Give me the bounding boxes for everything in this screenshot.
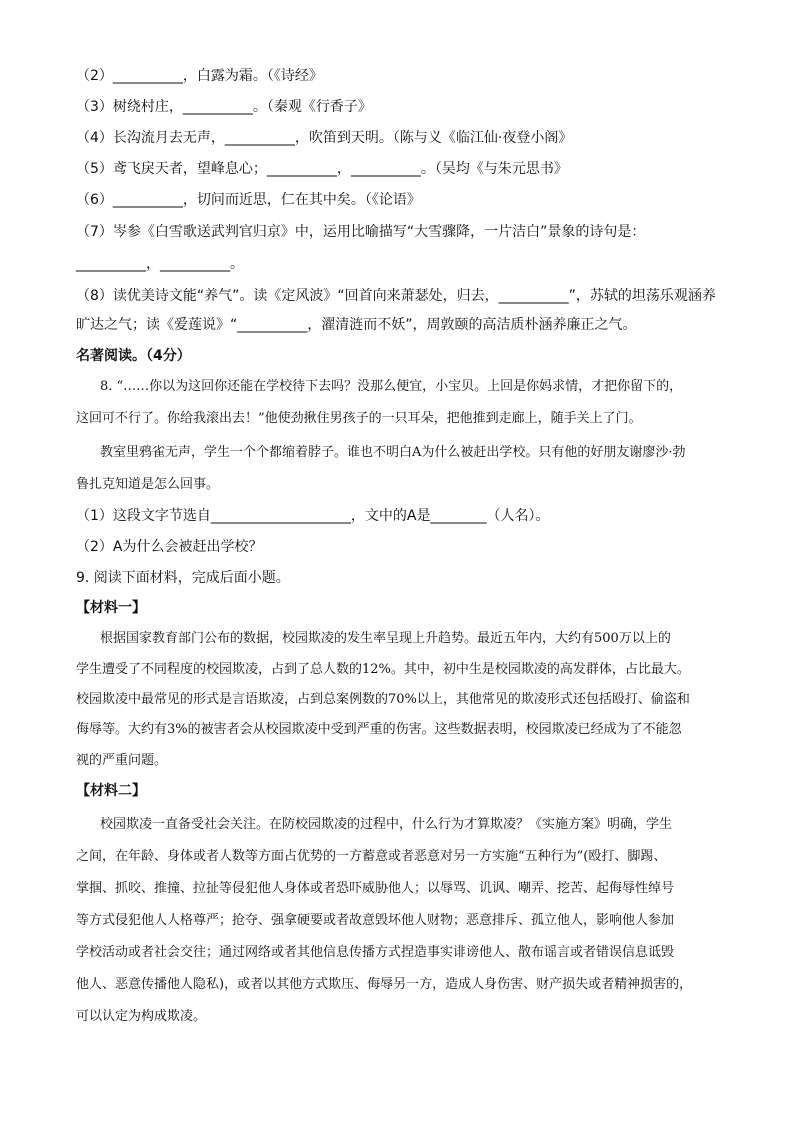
q9-intro: 9. 阅读下面材料，完成后面小题。 [76, 570, 290, 586]
q8-passage-line: 鲁扎克知道是怎么回事。 [76, 477, 220, 492]
material2-line: 等方式侵犯他人人格尊严；抢夺、强拿硬要或者故意毁坏他人财物；恶意排斥、孤立他人，影响他人参加 [76, 913, 675, 928]
poetry-item-6: （6）__________，切问而近思，仁在其中矣。（《论语》 [76, 192, 421, 208]
material2-line: 校园欺凌一直备受社会关注。在防校园欺凌的过程中，什么行为才算欺凌？《实施方案》明确，学生 [100, 817, 673, 832]
poetry-item-3: （3）树绕村庄，__________。（秦观《行香子》 [76, 99, 372, 115]
material1-title: 【材料一】 [76, 600, 146, 616]
material1-line: 视的严重问题。 [76, 753, 168, 768]
q8-passage-line: 教室里鸦雀无声，学生一个个都缩着脖子。谁也不明白A为什么被赶出学校。只有他的好朋友谢廖沙·勃 [100, 445, 686, 460]
material1-line: 根据国家教育部门公布的数据，校园欺凌的发生率呈现上升趋势。最近五年内，大约有500万以上的 [100, 631, 671, 646]
material2-line: 他人、恶意传播他人隐私)，或者以其他方式欺压、侮辱另一方，造成人身伤害、财产损失或者精神损害的， [76, 977, 693, 992]
poetry-item-7: （7）岑参《白雪歌送武判官归京》中，运用比喻描写“大雪骤降，一片洁白”景象的诗句是： [76, 224, 646, 240]
poetry-item-4: （4）长沟流月去无声，__________，吹笛到天明。（陈与义《临江仙·夜登小阁》 [76, 130, 573, 146]
q8-sub1: （1）这段文字节选自____________________，文中的A是________（人名）。 [76, 508, 550, 524]
material2-line: 之间，在年龄、身体或者人数等方面占优势的一方蓄意或者恶意对另一方实施“五种行为”(殴打、脚踢、 [76, 849, 667, 864]
q8-sub2: （2）A为什么会被赶出学校？ [76, 539, 263, 555]
poetry-item-7-blanks: __________，__________。 [76, 256, 244, 272]
poetry-item-8: （8）读优美诗文能“养气”。读《定风波》“回首向来萧瑟处，归去，__________”，苏轼的坦荡乐观涵养 [76, 288, 716, 304]
material1-line: 学生遭受了不同程度的校园欺凌，占到了总人数的12%。其中，初中生是校园欺凌的高发群体，占比最大。 [76, 662, 690, 677]
material2-title: 【材料二】 [76, 783, 146, 799]
q8-passage-line: 8. “……你以为这回你还能在学校待下去吗？没那么便宜，小宝贝。上回是你妈求情，才把你留下的， [100, 379, 683, 394]
poetry-item-5: （5）鸢飞戾天者，望峰息心；__________，__________。（吴均《与朱元思书》 [76, 161, 568, 177]
material2-line: 掌掴、抓咬、推撞、拉扯等侵犯他人身体或者恐吓威胁他人；以辱骂、讥讽、嘲弄、挖苦、起侮辱性绰号 [76, 881, 675, 896]
material2-line: 可以认定为构成欺凌。 [76, 1009, 207, 1024]
material1-line: 校园欺凌中最常见的形式是言语欺凌，占到总案例数的70%以上，其他常见的欺凌形式还包括殴打、偷盗和 [76, 692, 690, 707]
section-heading: 名著阅读。（4分） [76, 348, 191, 364]
material1-line: 侮辱等。大约有3%的被害者会从校园欺凌中受到严重的伤害。这些数据表明，校园欺凌已经成为了不能忽 [76, 722, 682, 737]
poetry-item-2: （2）__________，白露为霜。（《诗经》 [76, 68, 323, 84]
material2-line: 学校活动或者社会交往；通过网络或者其他信息传播方式捏造事实诽谤他人、散布谣言或者错误信息诋毁 [76, 945, 675, 960]
q8-passage-line: 这回可不行了。你给我滚出去！”他使劲揪住男孩子的一只耳朵，把他推到走廊上，随手关上了门。 [76, 411, 642, 426]
poetry-item-8-cont: 旷达之气；读《爱莲说》“__________，濯清涟而不妖”，周敦颐的高洁质朴涵养廉正之气。 [76, 317, 637, 333]
